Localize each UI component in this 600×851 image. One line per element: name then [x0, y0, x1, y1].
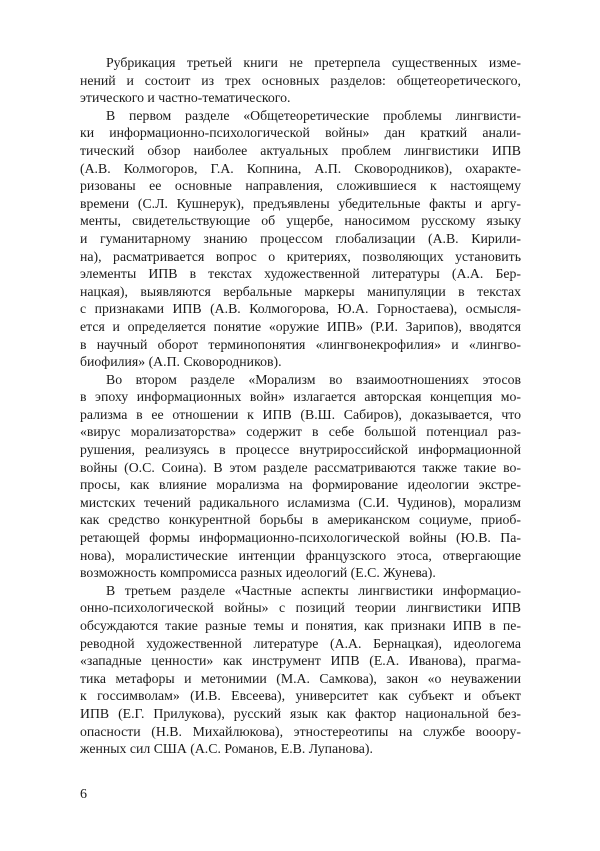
text-line: на), расматривается вопрос о критериях, позволяющих установить — [80, 248, 521, 264]
text-line: «западные ценности» как инструмент ИПВ (Е.А. Иванова), прагма- — [80, 653, 521, 669]
text-line: нацкая), выявляются вербальные маркеры манипуляции в текстах — [80, 283, 521, 299]
text-line: В первом разделе «Общетеоретические проблемы лингвисти- — [106, 107, 521, 123]
text-line: женных сил США (А.С. Романов, Е.В. Лупанова). — [80, 741, 373, 757]
text-line: менты, свидетельствующие об ущербе, наносимом русскому языку — [80, 213, 521, 229]
text-line: тический обзор наиболее актуальных проблем лингвистики ИПВ — [80, 142, 521, 158]
text-line: времени (С.Л. Кушнерук), предъявлены убедительные факты и аргу- — [80, 195, 521, 211]
text-line: в научный оборот терминопонятия «лингвонекрофилия» и «лингво- — [80, 336, 521, 352]
text-line: нова), моралистические интенции французского этоса, отвергающие — [80, 547, 521, 563]
text-line: с признаками ИПВ (А.В. Колмогорова, Ю.А. Горностаева), осмысля- — [80, 301, 521, 317]
text-line: ИПВ (Е.Г. Прилукова), русский язык как фактор национальной без- — [80, 705, 521, 721]
text-line: онно-психологической войны» с позиций теории лингвистики ИПВ — [80, 600, 521, 616]
text-line: рализма в ее отношении к ИПВ (В.Ш. Сабиров), доказывается, что — [80, 406, 521, 422]
text-line: опасности (Н.В. Михайлюкова), этностереотипы на службе вооору- — [80, 723, 521, 739]
text-line: в эпоху информационных войн» излагается авторская концепция мо- — [80, 389, 521, 405]
paragraph — [80, 54, 521, 107]
text-line: ки информационно-психологической войны» дан краткий анали- — [80, 125, 521, 141]
text-line: В третьем разделе «Частные аспекты лингвистики информацио- — [106, 582, 521, 598]
text-line: «вирус морализаторства» содержит в себе большой потенциал раз- — [80, 424, 521, 440]
text-line: рушения, реализуясь в процессе внутрироссийской информационной — [80, 442, 521, 458]
text-line: реводной художественной литературе (А.А. Бернацкая), идеологема — [80, 635, 521, 651]
page-body-text — [80, 54, 521, 758]
text-line: обсуждаются такие разные темы и понятия, как признаки ИПВ в пе- — [80, 618, 521, 633]
text-line: к госсимволам» (И.В. Евсеева), университет как субъект и объект — [80, 688, 521, 704]
paragraph — [80, 582, 521, 758]
text-line: Во втором разделе «Морализм во взаимоотношениях этосов — [106, 371, 521, 387]
text-line: ретающей формы информационно-психологической войны (Ю.В. Па- — [80, 530, 521, 546]
paragraph — [80, 371, 521, 582]
text-line: биофилия» (А.П. Сковородников). — [80, 354, 282, 370]
text-line: войны (О.С. Соина). В этом разделе рассматриваются также такие во- — [80, 459, 521, 475]
text-line: просы, как влияние морализма на формирование идеологии экстре- — [80, 477, 521, 493]
text-line: как средство конкурентной борьбы в американском социуме, приоб- — [80, 512, 521, 528]
text-line: ется и определяется понятие «оружие ИПВ» (Р.И. Зарипов), вводятся — [80, 318, 521, 334]
text-line: нений и состоит из трех основных разделов: общетеоретического, — [80, 72, 521, 88]
text-line: и гуманитарному знанию процессом глобализации (А.В. Кирили- — [80, 230, 521, 246]
text-line: тика метафоры и метонимии (М.А. Самкова), закон «о неуважении — [80, 670, 521, 686]
text-line: мистских течений радикального исламизма (С.И. Чудинов), морализм — [80, 494, 521, 510]
paragraph — [80, 107, 521, 371]
text-line: ризованы ее основные направления, сложившиеся к настоящему — [80, 178, 521, 194]
text-line: возможность компромисса разных идеологий (Е.С. Жунева). — [80, 565, 436, 581]
page-number: 6 — [80, 787, 87, 802]
text-line: этического и частно-тематического. — [80, 90, 291, 106]
text-line: элементы ИПВ в текстах художественной литературы (А.А. Бер- — [80, 266, 521, 282]
text-line: Рубрикация третьей книги не претерпела существенных изме- — [106, 55, 521, 70]
text-line: (А.В. Колмогоров, Г.А. Копнина, А.П. Сковородников), охаракте- — [80, 160, 521, 176]
